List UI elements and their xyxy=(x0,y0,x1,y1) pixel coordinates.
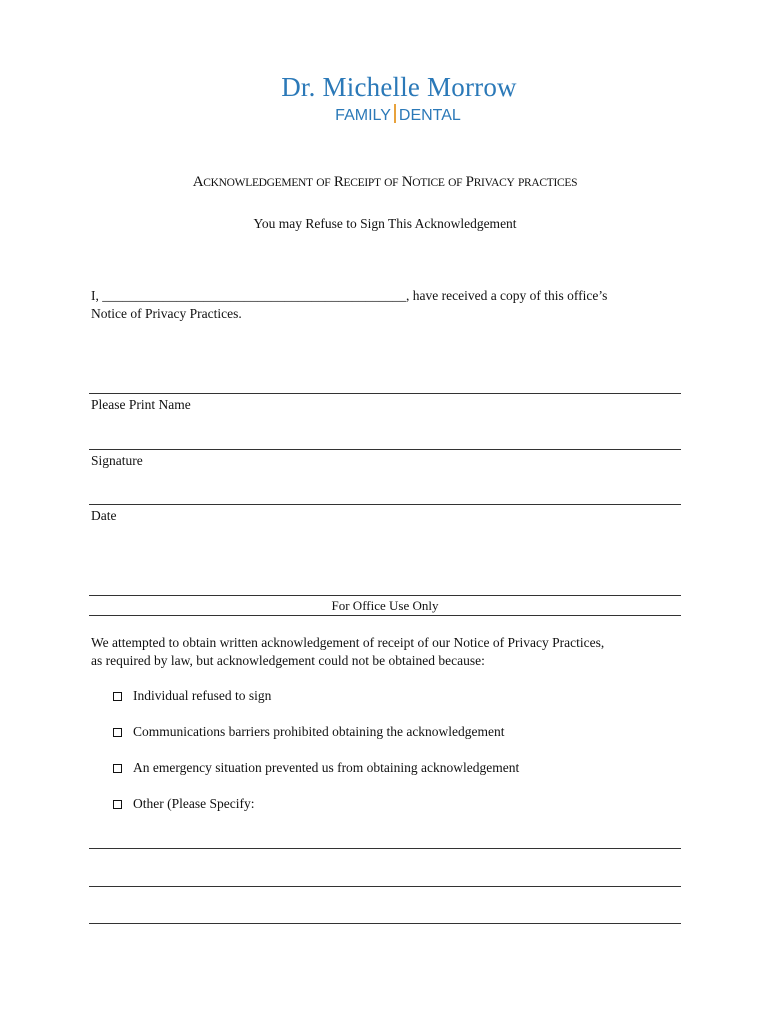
document-title: ACKNOWLEDGEMENT OF RECEIPT OF NOTICE OF PRIVACY PRACTICES xyxy=(192,174,578,190)
date-line[interactable] xyxy=(89,504,681,505)
office-statement-line-2: as required by law, but acknowledgement could not be obtained because: xyxy=(91,653,485,668)
office-bottom-line xyxy=(89,615,681,616)
logo-divider xyxy=(394,104,396,123)
office-statement-line-1: We attempted to obtain written acknowledgement of receipt of our Notice of Privacy Practices, xyxy=(91,635,605,650)
logo-subtitle xyxy=(0,104,770,125)
other-line-3[interactable] xyxy=(89,923,681,924)
checkbox-icon[interactable] xyxy=(113,800,122,809)
print-name-line[interactable] xyxy=(89,393,681,394)
logo-dental: DENTAL xyxy=(398,107,461,124)
checkbox-icon[interactable] xyxy=(113,764,122,773)
signature-label: Signature xyxy=(91,453,143,468)
signature-line[interactable] xyxy=(89,449,681,450)
print-name-label: Please Print Name xyxy=(91,397,191,412)
statement-line-1[interactable]: I, _____________________________________________, have received a copy of this office’s xyxy=(91,288,608,303)
logo-family: FAMILY xyxy=(335,107,391,124)
checkbox-icon[interactable] xyxy=(113,728,122,737)
option-other[interactable]: Other (Please Specify: xyxy=(113,796,254,812)
other-line-1[interactable] xyxy=(89,848,681,849)
logo-name: Dr. Michelle Morrow xyxy=(281,72,517,102)
option-refused[interactable]: Individual refused to sign xyxy=(113,688,271,704)
date-label: Date xyxy=(91,508,117,523)
office-top-line xyxy=(89,595,681,596)
statement-line-2: Notice of Privacy Practices. xyxy=(91,306,242,321)
option-emergency[interactable]: An emergency situation prevented us from obtaining acknowledgement xyxy=(113,760,519,776)
office-use-label: For Office Use Only xyxy=(331,598,439,613)
refuse-notice: You may Refuse to Sign This Acknowledgement xyxy=(253,216,517,231)
other-line-2[interactable] xyxy=(89,886,681,887)
checkbox-icon[interactable] xyxy=(113,692,122,701)
option-communication-barriers[interactable]: Communications barriers prohibited obtaining the acknowledgement xyxy=(113,724,505,740)
